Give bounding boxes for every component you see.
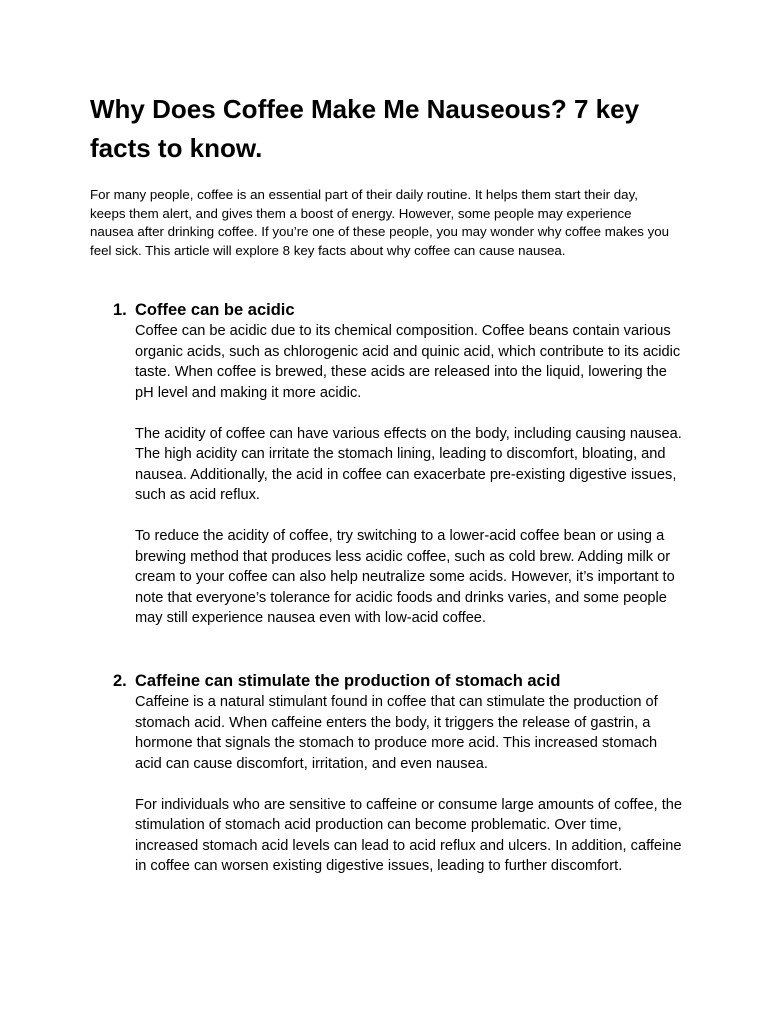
page-title: Why Does Coffee Make Me Nauseous? 7 key facts to know. <box>90 94 640 163</box>
section-paragraph: For individuals who are sensitive to caffeine or consume large amounts of coffee, the stimulation of stomach acid production can become problematic. Over time, increased stomach acid levels can lead to acid reflux and ulcers. In addition, caffeine in coffee can worsen existing digestive issues, leading to further discomfort. <box>135 796 683 874</box>
section-body <box>135 692 683 897</box>
intro-paragraph: For many people, coffee is an essential part of their daily routine. It helps them start their day, keeps them alert, and gives them a boost of energy. However, some people may experience nausea after drinking coffee. If you’re one of these people, you may wonder why coffee makes you feel sick. This article will explore 8 key facts about why coffee can cause nausea. <box>90 187 670 258</box>
section-body <box>135 321 683 649</box>
section-paragraph: The acidity of coffee can have various effects on the body, including causing nausea. The high acidity can irritate the stomach lining, leading to discomfort, bloating, and nausea. Additionally, the acid in coffee can exacerbate pre-existing digestive issues, such as acid reflux. <box>135 425 682 503</box>
section-number: 2. <box>113 672 127 690</box>
section-paragraph: To reduce the acidity of coffee, try switching to a lower-acid coffee bean or using a brewing method that produces less acidic coffee, such as cold brew. Adding milk or cream to your coffee can also help neutralize some acids. However, it’s important to note that everyone’s tolerance for acidic foods and drinks varies, and some people may still experience nausea even with low-acid coffee. <box>135 528 675 626</box>
section-paragraph: Coffee can be acidic due to its chemical composition. Coffee beans contain various organic acids, such as chlorogenic acid and quinic acid, which contribute to its acidic taste. When coffee is brewed, these acids are released into the liquid, lowering the pH level and making it more acidic. <box>135 323 681 401</box>
section-paragraph: Caffeine is a natural stimulant found in coffee that can stimulate the production of stomach acid. When caffeine enters the body, it triggers the release of gastrin, a hormone that signals the stomach to produce more acid. This increased stomach acid can cause discomfort, irritation, and even nausea. <box>135 694 658 772</box>
section-number: 1. <box>113 301 127 319</box>
section-heading: Coffee can be acidic <box>135 301 295 319</box>
section-heading: Caffeine can stimulate the production of stomach acid <box>135 672 561 690</box>
